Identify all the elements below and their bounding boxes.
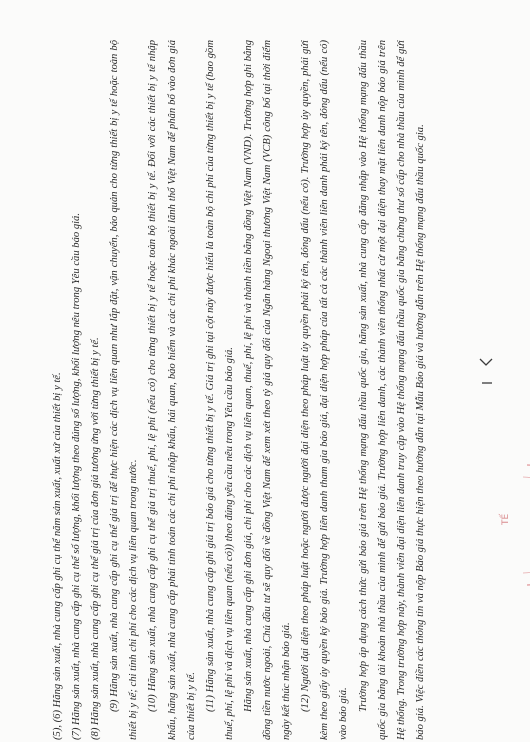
paragraph-note-8: (8) Hãng sản xuất, nhà cung cấp ghi cụ thể giá trị của đơn giá tương ứng với từng thiết bị y tế. (90, 337, 102, 740)
stamp-text: TẾ (501, 513, 511, 525)
paragraph-note-7: (7) Hãng sản xuất, nhà cung cấp ghi cụ thể số lượng, khối lượng theo đúng số lượng, khối lượng nêu trong Yêu cầu báo giá. (71, 212, 83, 740)
page-number-mark (476, 355, 498, 395)
paragraph-note-5-6: (5), (6) Hãng sản xuất, nhà cung cấp ghi cụ thể năm sản xuất, xuất xứ của thiết bị y tế. (52, 372, 63, 740)
paragraph-note-9: (9) Hãng sản xuất, nhà cung cấp ghi cụ thể giá trị để thực hiện các dịch vụ liên quan như lắp đặt, vận chuyển, bảo quản cho từng thiết bị y tế hoặc toàn bộ thiết bị y tế; chi tính chi phí cho các dịch vụ liên quan trong nước. (109, 40, 140, 740)
red-stamp-seal (475, 455, 530, 595)
paragraph-note-11: (11) Hãng sản xuất, nhà cung cấp ghi giá trị báo giá cho từng thiết bị y tế. Giá trị ghi tại cột này được hiểu là toàn bộ chi phí của từng thiết bị y tế (bao gồm thuế, phí, lệ phí và dịch vụ liên quan (nếu có)) theo đúng yêu cầu nêu trong Yêu cầu báo giá. (204, 40, 235, 740)
rotated-text-block (48, 40, 508, 740)
paragraph-note-12: (12) Người đại diện theo pháp luật hoặc người được người đại diện theo pháp luật ủy quyền phải ký tên, đóng dấu (nếu có). Trường hợp ủy quyền, phải gửi kèm theo giấy ủy quyền ký báo giá. Trường hợp liên danh tham gia báo giá, đại diện hợp pháp của tất cả các thành viên liên danh phải ký tên, đóng dấu (nếu có) vào báo giá. (300, 40, 350, 740)
paragraph-online-submission: Trường hợp áp dụng cách thức gửi báo giá trên Hệ thống mạng đấu thầu quốc gia, hãng sản xuất, nhà cung cấp đăng nhập vào Hệ thống mạng đấu thầu quốc gia bằng tài khoản nhà thầu của mình để gửi báo giá. Trường hợp liên danh, các thành viên thống nhất cử một đại diện thay mặt liên danh nộp báo giá trên Hệ thống. Trong trường hợp này, thành viên đại diện liên danh truy cập vào Hệ thống mạng đấu thầu quốc gia bằng chứng thư số cấp cho nhà thầu của mình để gửi báo giá. Việc điền các thông tin và nộp Báo giá thực hiện theo hướng dẫn tại Mẫu Báo giá và hướng dẫn trên Hệ thống mạng đấu thầu quốc gia. (357, 40, 426, 740)
paragraph-currency-note: Hãng sản xuất, nhà cung cấp ghi đơn giá, chi phí cho các dịch vụ liên quan, thuế, phí, lệ phí và thành tiền bằng đồng Việt Nam (VND). Trường hợp ghi bằng đồng tiền nước ngoài, Chủ đầu tư sẽ quy đổi về đồng Việt Nam để xem xét theo tỷ giá quy đổi của Ngân hàng Ngoại thương Việt Nam (VCB) công bố tại thời điểm ngày kết thúc nhận báo giá. (242, 40, 293, 740)
paragraph-note-10: (10) Hãng sản xuất, nhà cung cấp ghi cụ thể giá trị thuế, phí, lệ phí (nếu có) cho từng thiết bị y tế hoặc toàn bộ thiết bị y tế. Đối với các thiết bị y tế nhập khẩu, hãng sản xuất, nhà cung cấp phải tính toán các chi phí nhập khẩu, hải quan, bảo hiểm và các chi phí khác ngoài lãnh thổ Việt Nam để phân bổ vào đơn giá của thiết bị y tế. (147, 40, 197, 740)
